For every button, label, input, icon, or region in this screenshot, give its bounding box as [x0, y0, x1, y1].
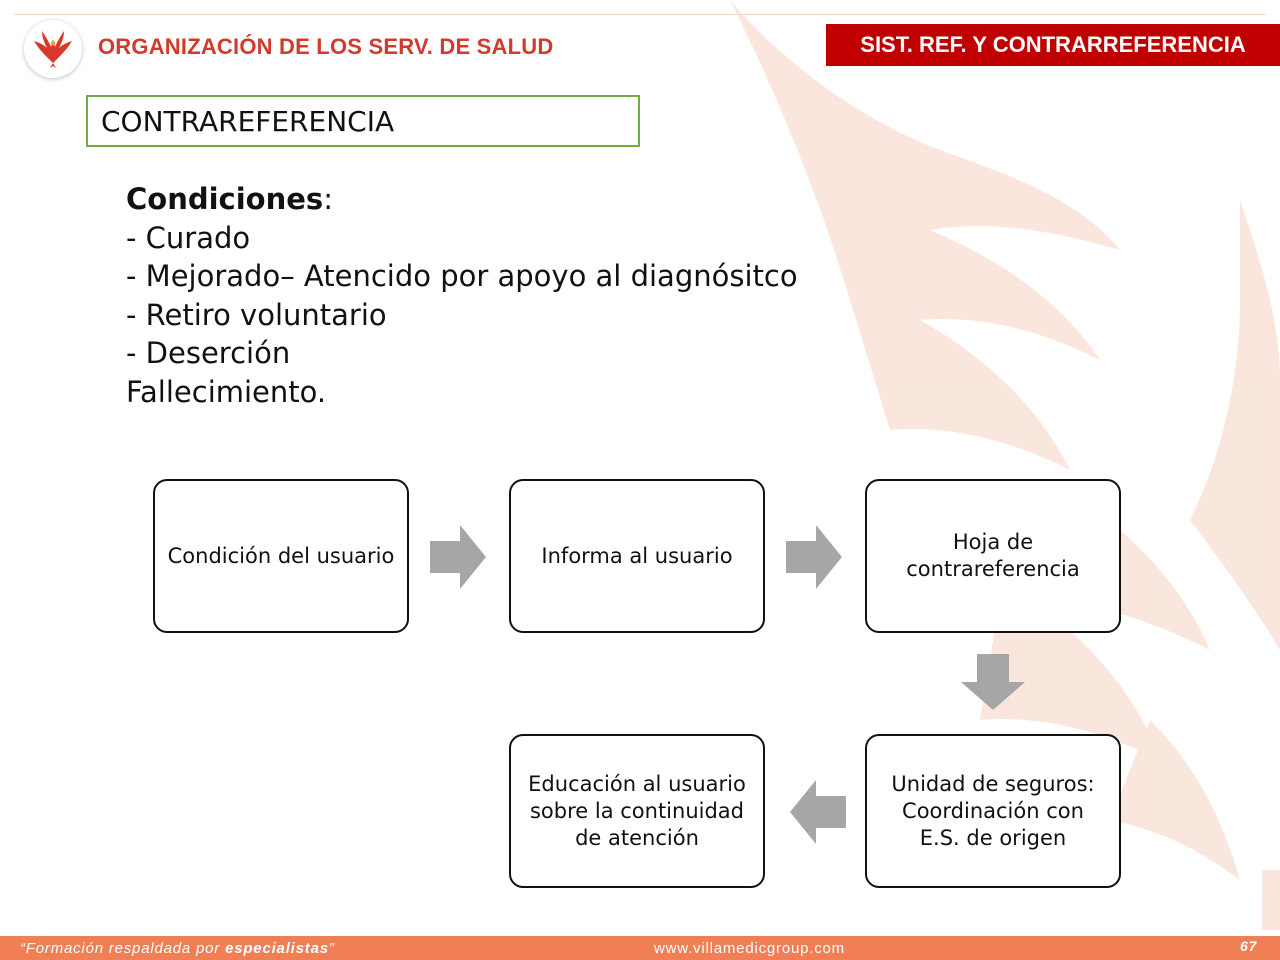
flow-box-label: Condición del usuario: [167, 543, 395, 568]
flow-box-label: Unidad de seguros: Coordinación con E.S. de origen: [891, 771, 1095, 850]
header-rule: [14, 14, 1266, 15]
footer-bar: [0, 936, 1280, 960]
condition-item: Fallecimiento.: [126, 374, 327, 409]
conditions-heading: Condiciones: [126, 182, 324, 216]
flow-box-label: Informa al usuario: [541, 543, 733, 568]
slogan-suffix: ”: [328, 940, 335, 957]
flow-box-informa: [509, 479, 765, 633]
section-title: CONTRAREFERENCIA: [101, 104, 395, 138]
flow-box-label: Hoja de contrareferencia: [906, 530, 1080, 581]
footer-website-link[interactable]: www.villamedicgroup.com: [654, 940, 845, 957]
page-number: 67: [1240, 938, 1258, 954]
section-tag: SIST. REF. Y CONTRARREFERENCIA: [826, 24, 1280, 66]
arrow-right-icon: [430, 525, 486, 589]
flow-box-condicion: [153, 479, 409, 633]
section-title-box: [86, 95, 640, 147]
flow-box-educacion: [509, 734, 765, 888]
phoenix-logo-icon: [24, 20, 82, 78]
arrow-down-icon: [961, 654, 1025, 710]
flow-box-unidad-seguros: [865, 734, 1121, 888]
arrow-right-icon: [786, 525, 842, 589]
flow-box-label: Educación al usuario sobre la continuidad de atención: [528, 771, 746, 850]
organization-title: ORGANIZACIÓN DE LOS SERV. DE SALUD: [98, 34, 554, 59]
conditions-colon: :: [323, 182, 333, 216]
footer-slogan: [20, 940, 335, 957]
slogan-bold: especialistas: [225, 940, 329, 957]
condition-item: - Retiro voluntario: [126, 297, 387, 332]
slogan-prefix: “Formación respaldada por: [20, 940, 226, 957]
flow-box-hoja: [865, 479, 1121, 633]
condition-item: - Deserción: [126, 336, 291, 370]
condition-item: - Mejorado– Atencido por apoyo al diagnósitco: [126, 259, 798, 293]
arrow-left-icon: [790, 780, 846, 844]
conditions-list: [126, 180, 798, 411]
conditions-heading-line: [126, 180, 798, 219]
condition-item: - Curado: [126, 220, 251, 255]
